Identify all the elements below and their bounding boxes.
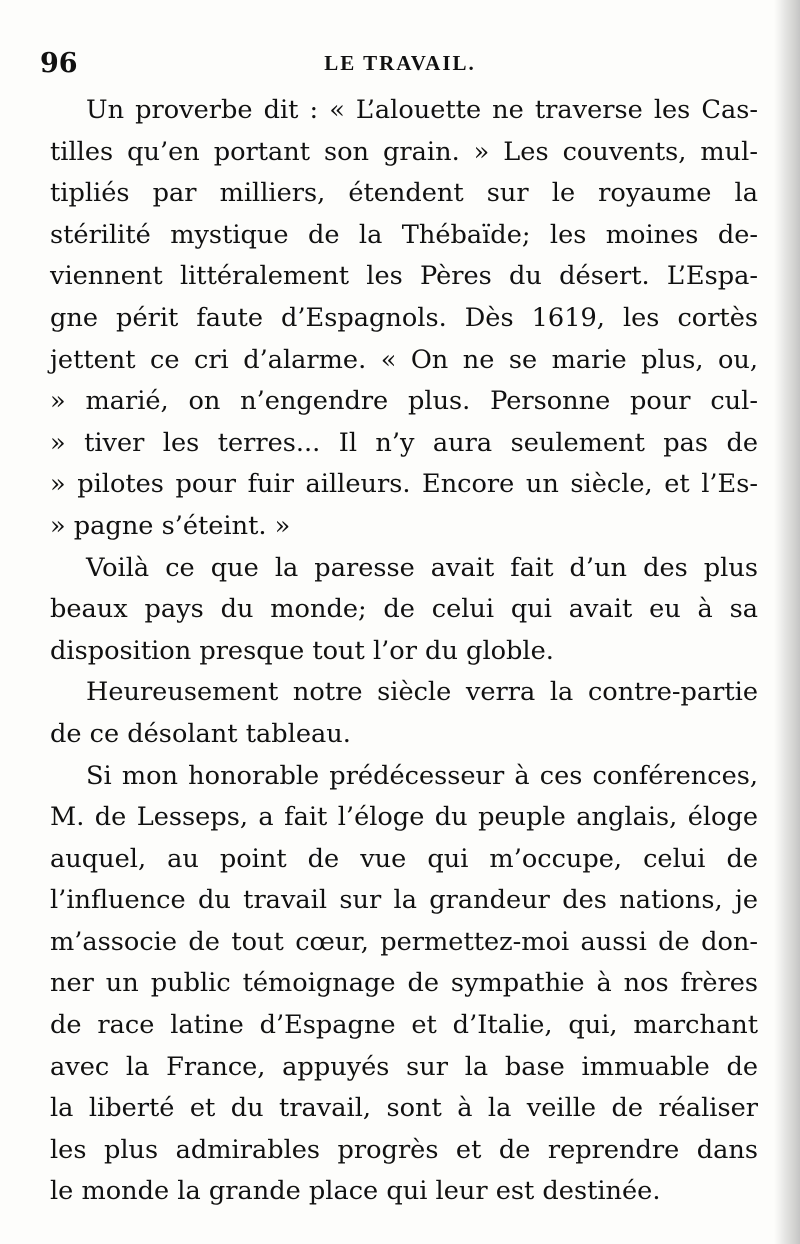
text-line: Heureusement notre siècle verra la contre-partie <box>86 677 758 708</box>
text-line: » tiver les terres... Il n’y aura seulement pas de <box>50 427 758 458</box>
text-line: le monde la grande place qui leur est destinée. <box>50 1176 661 1207</box>
text-line: gne périt faute d’Espagnols. Dès 1619, les cortès <box>50 302 758 333</box>
text-line: beaux pays du monde; de celui qui avait eu à sa <box>50 594 758 625</box>
text-line: M. de Lesseps, a fait l’éloge du peuple anglais, éloge <box>50 802 758 833</box>
text-line: la liberté et du travail, sont à la veille de réaliser <box>50 1093 758 1124</box>
running-title: LE TRAVAIL. <box>324 51 476 75</box>
page-number: 96 <box>40 48 78 79</box>
page-gutter-shadow <box>774 0 800 1244</box>
text-line: stérilité mystique de la Thébaïde; les moines de- <box>50 219 758 250</box>
text-line: disposition presque tout l’or du globle. <box>50 635 554 666</box>
body-text <box>50 90 758 1213</box>
text-line: m’associe de tout cœur, permettez-moi aussi de don- <box>50 926 758 957</box>
text-line: de ce désolant tableau. <box>50 718 351 749</box>
text-line: auquel, au point de vue qui m’occupe, celui de <box>50 843 758 874</box>
text-line: Un proverbe dit : « L’alouette ne traverse les Cas- <box>86 95 758 125</box>
text-line: tipliés par milliers, étendent sur le royaume la <box>50 178 758 209</box>
text-line: l’influence du travail sur la grandeur des nations, je <box>50 885 758 916</box>
text-line: tilles qu’en portant son grain. » Les couvents, mul- <box>50 136 758 167</box>
text-line: ner un public témoignage de sympathie à nos frères <box>50 968 758 999</box>
text-line: » marié, on n’engendre plus. Personne pour cul- <box>50 386 758 417</box>
text-line: Voilà ce que la paresse avait fait d’un des plus <box>86 552 758 583</box>
text-line: avec la France, appuyés sur la base immuable de <box>50 1051 758 1082</box>
page-header <box>40 48 760 78</box>
text-line: » pagne s’éteint. » <box>50 510 291 541</box>
text-line: de race latine d’Espagne et d’Italie, qui, marchant <box>50 1010 758 1041</box>
text-line: Si mon honorable prédécesseur à ces conférences, <box>86 760 758 791</box>
text-line: viennent littéralement les Pères du désert. L’Espa- <box>50 261 758 292</box>
text-line: les plus admirables progrès et de reprendre dans <box>50 1134 758 1165</box>
text-line: jettent ce cri d’alarme. « On ne se marie plus, ou, <box>50 344 758 375</box>
text-line: » pilotes pour fuir ailleurs. Encore un siècle, et l’Es- <box>50 469 758 500</box>
